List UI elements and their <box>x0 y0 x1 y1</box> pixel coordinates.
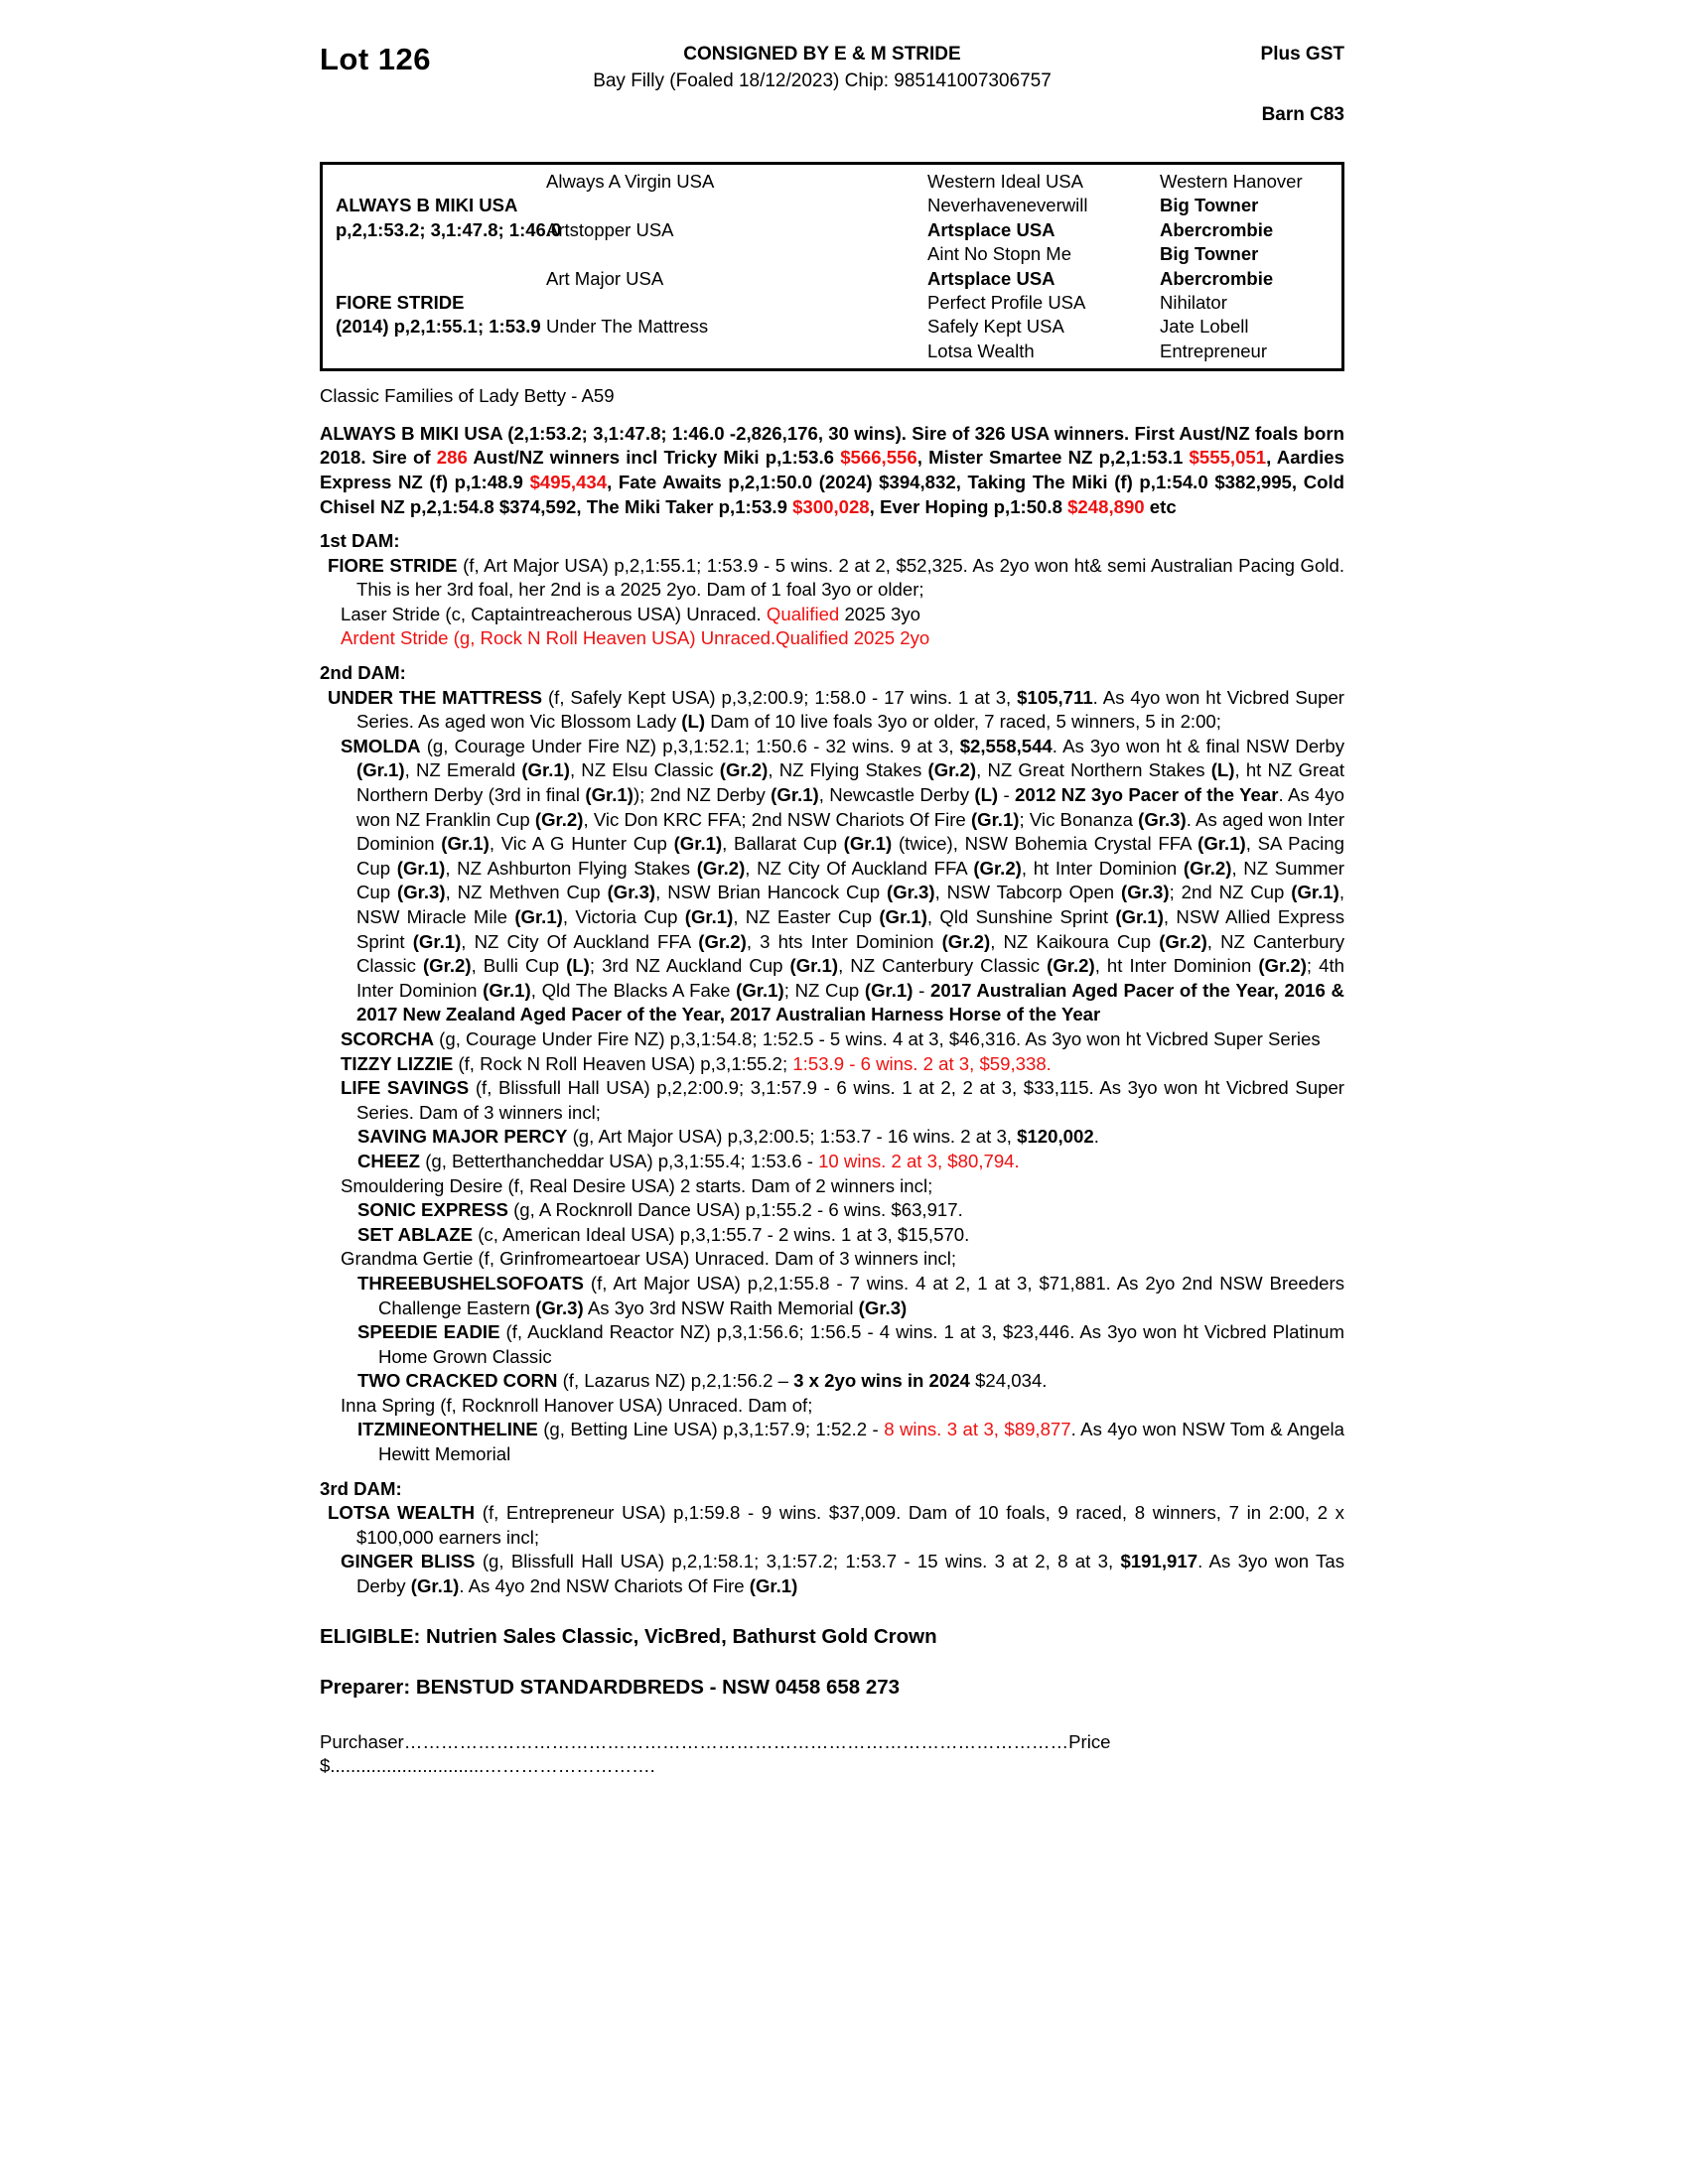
inna-spring: Inna Spring (f, Rocknroll Hanover USA) Unraced. Dam of; <box>341 1394 813 1416</box>
header-center <box>429 44 1215 92</box>
purchaser-line: Purchaser………………………………………………………………………………………………Price $..............................………………………. <box>320 1730 1111 1777</box>
pedigree-table <box>320 162 1344 371</box>
barn-number: Barn C83 <box>1261 104 1344 125</box>
smolda: SMOLDA (g, Courage Under Fire NZ) p,3,1:52.1; 1:50.6 - 32 wins. 9 at 3, $2,558,544. As 3yo won ht & final NSW Derby (Gr.1), NZ Emerald (Gr.1), NZ Elsu Classic (Gr.2), NZ Flying Stakes (Gr.2), NZ Great Northern Stakes (L), ht NZ Great Northern Derby (3rd in final (Gr.1)); 2nd NZ Derby (Gr.1), Newcastle Derby (L) - 2012 NZ 3yo Pacer of the Year. As 4yo won NZ Franklin Cup (Gr.2), Vic Don KRC FFA; 2nd NSW Chariots Of Fire (Gr.1); Vic Bonanza (Gr.3). As aged won Inter Dominion (Gr.1), Vic A G Hunter Cup (Gr.1), Ballarat Cup (Gr.1) (twice), NSW Bohemia Crystal FFA (Gr.1), SA Pacing Cup (Gr.1), NZ Ashburton Flying Stakes (Gr.2), NZ City Of Auckland FFA (Gr.2), ht Inter Dominion (Gr.2), NZ Summer Cup (Gr.3), NZ Methven Cup (Gr.3), NSW Brian Hancock Cup (Gr.3), NSW Tabcorp Open (Gr.3); 2nd NZ Cup (Gr.1), NSW Miracle Mile (Gr.1), Victoria Cup (Gr.1), NZ Easter Cup (Gr.1), Qld Sunshine Sprint (Gr.1), NSW Allied Express Sprint (Gr.1), NZ City Of Auckland FFA (Gr.2), 3 hts Inter Dominion (Gr.2), NZ Kaikoura Cup (Gr.2), NZ Canterbury Classic (Gr.2), Bulli Cup (L); 3rd NZ Auckland Cup (Gr.1), NZ Canterbury Classic (Gr.2), ht Inter Dominion (Gr.2); 4th Inter Dominion (Gr.1), Qld The Blacks A Fake (Gr.1); NZ Cup (Gr.1) - 2017 Australian Aged Pacer of the Year, 2016 & 2017 New Zealand Aged Pacer of the Year, 2017 Australian Harness Horse of the Year <box>341 735 1345 1025</box>
pedigree-cell: Neverhaveneverwill <box>927 195 1088 216</box>
pedigree-cell: Lotsa Wealth <box>927 340 1035 361</box>
body-blocks <box>320 384 1344 1779</box>
family-line: Classic Families of Lady Betty - A59 <box>320 385 615 407</box>
pedigree-cell: Jate Lobell <box>1160 316 1249 338</box>
foal-info-line: Bay Filly (Foaled 18/12/2023) Chip: 985141007306757 <box>593 70 1052 91</box>
saving-major-percy: SAVING MAJOR PERCY (g, Art Major USA) p,3,2:00.5; 1:53.7 - 16 wins. 2 at 3, $120,002. <box>357 1126 1099 1148</box>
sonic-express: SONIC EXPRESS (g, A Rocknroll Dance USA) p,1:55.2 - 6 wins. $63,917. <box>357 1199 963 1221</box>
pedigree-cell: Aint No Stopn Me <box>927 243 1071 265</box>
dam3-heading: 3rd DAM: <box>320 1477 402 1499</box>
dam1-heading: 1st DAM: <box>320 530 400 552</box>
pedigree-cell: FIORE STRIDE <box>336 291 465 313</box>
pedigree-cell: Artstopper USA <box>546 218 674 240</box>
pedigree-cell: p,2,1:53.2; 3,1:47.8; 1:46.0 <box>336 218 562 240</box>
sire-paragraph: ALWAYS B MIKI USA (2,1:53.2; 3,1:47.8; 1:46.0 -2,826,176, 30 wins). Sire of 326 USA winners. First Aust/NZ foals born 2018. Sire of 286 Aust/NZ winners incl Tricky Miki p,1:53.6 $566,556, Mister Smartee NZ p,2,1:53.1 $555,051, Aardies Express NZ (f) p,1:48.9 $495,434, Fate Awaits p,2,1:50.0 (2024) $394,832, Taking The Miki (f) p,1:54.0 $382,995, Cold Chisel NZ p,2,1:54.8 $374,592, The Miki Taker p,1:53.9 $300,028, Ever Hoping p,1:50.8 $248,890 etc <box>320 422 1344 517</box>
fiore-stride: FIORE STRIDE (f, Art Major USA) p,2,1:55.1; 1:53.9 - 5 wins. 2 at 2, $52,325. As 2yo won ht& semi Australian Pacing Gold. This is her 3rd foal, her 2nd is a 2025 2yo. Dam of 1 foal 3yo or older; <box>328 554 1344 601</box>
life-savings: LIFE SAVINGS (f, Blissfull Hall USA) p,2,2:00.9; 3,1:57.9 - 6 wins. 1 at 2, 2 at 3, $33,115. As 3yo won ht Vicbred Super Series. Dam of 3 winners incl; <box>341 1077 1344 1123</box>
eligible-line: ELIGIBLE: Nutrien Sales Classic, VicBred, Bathurst Gold Crown <box>320 1624 937 1648</box>
grandma-gertie: Grandma Gertie (f, Grinfromeartoear USA) Unraced. Dam of 3 winners incl; <box>341 1248 957 1270</box>
two-cracked-corn: TWO CRACKED CORN (f, Lazarus NZ) p,2,1:56.2 – 3 x 2yo wins in 2024 $24,034. <box>357 1370 1048 1392</box>
set-ablaze: SET ABLAZE (c, American Ideal USA) p,3,1:55.7 - 2 wins. 1 at 3, $15,570. <box>357 1223 970 1245</box>
dam2-heading: 2nd DAM: <box>320 662 406 684</box>
pedigree-cell: Entrepreneur <box>1160 340 1267 361</box>
pedigree-cell: Art Major USA <box>546 267 664 289</box>
pedigree-cell: Big Towner <box>1160 195 1259 216</box>
threebushelsofoats: THREEBUSHELSOFOATS (f, Art Major USA) p,2,1:55.8 - 7 wins. 4 at 2, 1 at 3, $71,881. As 2yo 2nd NSW Breeders Challenge Eastern (Gr.3) As 3yo 3rd NSW Raith Memorial (Gr.3) <box>357 1272 1344 1318</box>
preparer-line: Preparer: BENSTUD STANDARDBREDS - NSW 0458 658 273 <box>320 1675 901 1699</box>
laser-stride: Laser Stride (c, Captaintreacherous USA) Unraced. Qualified 2025 3yo <box>341 603 920 624</box>
pedigree-cell: Artsplace USA <box>927 218 1055 240</box>
under-the-mattress: UNDER THE MATTRESS (f, Safely Kept USA) p,3,2:00.9; 1:58.0 - 17 wins. 1 at 3, $105,711. As 4yo won ht Vicbred Super Series. As aged won Vic Blossom Lady (L) Dam of 10 live foals 3yo or older, 7 raced, 5 winners, 5 in 2:00; <box>328 686 1344 733</box>
lot-number: Lot 126 <box>320 42 432 76</box>
pedigree-cell: Under The Mattress <box>546 316 709 338</box>
pedigree-cell: Nihilator <box>1160 291 1227 313</box>
pedigree-cell: Western Hanover <box>1160 171 1303 192</box>
itzmineontheline: ITZMINEONTHELINE (g, Betting Line USA) p,3,1:57.9; 1:52.2 - 8 wins. 3 at 3, $89,877. As 4yo won NSW Tom & Angela Hewitt Memorial <box>357 1419 1344 1465</box>
tizzy-lizzie: TIZZY LIZZIE (f, Rock N Roll Heaven USA) p,3,1:55.2; 1:53.9 - 6 wins. 2 at 3, $59,338. <box>341 1052 1052 1074</box>
pedigree-cell: Big Towner <box>1160 243 1259 265</box>
pedigree-cell: Safely Kept USA <box>927 316 1064 338</box>
lotsa-wealth: LOTSA WEALTH (f, Entrepreneur USA) p,1:59.8 - 9 wins. $37,009. Dam of 10 foals, 9 raced, 8 winners, 7 in 2:00, 2 x $100,000 earners incl; <box>328 1502 1344 1548</box>
smouldering-desire: Smouldering Desire (f, Real Desire USA) 2 starts. Dam of 2 winners incl; <box>341 1174 933 1196</box>
page-header <box>320 42 1344 162</box>
page-content <box>320 42 1344 1779</box>
consignor-line: CONSIGNED BY E & M STRIDE <box>683 44 961 65</box>
pedigree-cell: Perfect Profile USA <box>927 291 1086 313</box>
pedigree-cell: Artsplace USA <box>927 267 1055 289</box>
pedigree-cell: Abercrombie <box>1160 218 1274 240</box>
pedigree-cell: (2014) p,2,1:55.1; 1:53.9 <box>336 316 541 338</box>
ginger-bliss: GINGER BLISS (g, Blissfull Hall USA) p,2,1:58.1; 3,1:57.2; 1:53.7 - 15 wins. 3 at 2, 8 at 3, $191,917. As 3yo won Tas Derby (Gr.1). As 4yo 2nd NSW Chariots Of Fire (Gr.1) <box>341 1551 1344 1597</box>
gst-note: Plus GST <box>1260 44 1344 65</box>
speedie-eadie: SPEEDIE EADIE (f, Auckland Reactor NZ) p,3,1:56.6; 1:56.5 - 4 wins. 1 at 3, $23,446. As 3yo won ht Vicbred Platinum Home Grown Classic <box>357 1321 1344 1367</box>
pedigree-cell: Abercrombie <box>1160 267 1274 289</box>
pedigree-cell: ALWAYS B MIKI USA <box>336 195 518 216</box>
ardent-stride: Ardent Stride (g, Rock N Roll Heaven USA) Unraced.Qualified 2025 2yo <box>341 627 930 649</box>
scorcha: SCORCHA (g, Courage Under Fire NZ) p,3,1:54.8; 1:52.5 - 5 wins. 4 at 3, $46,316. As 3yo won ht Vicbred Super Series <box>341 1027 1321 1049</box>
pedigree-cell: Always A Virgin USA <box>546 171 715 192</box>
pedigree-cell: Western Ideal USA <box>927 171 1083 192</box>
cheez: CHEEZ (g, Betterthancheddar USA) p,3,1:55.4; 1:53.6 - 10 wins. 2 at 3, $80,794. <box>357 1150 1020 1171</box>
